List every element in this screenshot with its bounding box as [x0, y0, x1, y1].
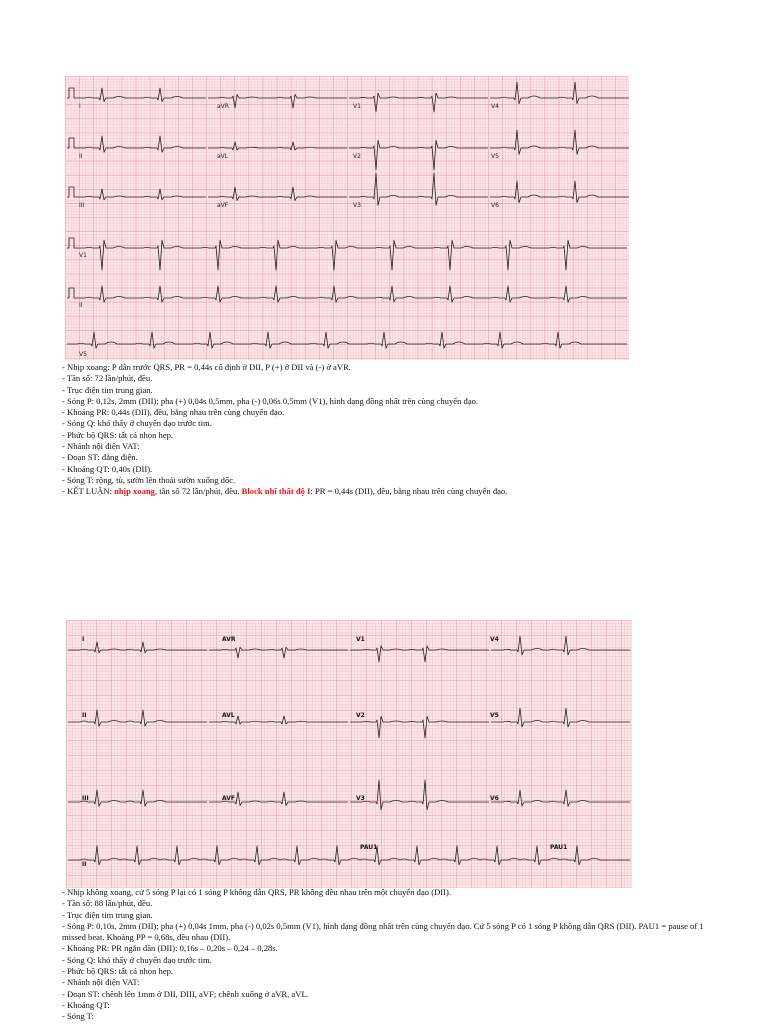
note-q-wave: - Sóng Q: khó thấy ở chuyển đạo trước tim. — [62, 954, 212, 965]
lead-label-III: III — [82, 795, 89, 802]
pause-mark: PAU1 — [360, 844, 378, 851]
note-qrs: - Phức bộ QRS: tất cả nhọn hẹp. — [62, 429, 174, 440]
note-st: - Đoạn ST: chênh lên 1mm ở DII, DIII, aVF; chênh xuống ở aVR, aVL. — [62, 988, 309, 999]
note-rhythm: - Nhịp không xoang, cứ 5 sóng P lại có 1 sóng P không dẫn QRS, PR không đều nhau trên một chuyển đạo (DII). — [62, 887, 452, 897]
note-qt: - Khoảng QT: 0,40s (DII). — [62, 463, 153, 474]
note-p-wave: - Sóng P: 0,10s, 2mm (DII); pha (+) 0,04s 1mm, pha (-) 0,02s 0,5mm (V1), hình dạng đồng nhất trên cùng chuyển đạo. Cứ 5 sóng P có 1 sóng P không dẫn QRS (DII). PAU1 = pause of 1 missed beat. Khoảng PP = 0,68s, đều nhau (DII). — [62, 920, 704, 943]
note-qrs: - Phức bộ QRS: tất cả nhọn hẹp. — [62, 966, 174, 977]
pause-mark: PAU1 — [550, 844, 568, 851]
conclusion-suffix: : PR = 0,44s (DII), đều, bằng nhau trên cùng chuyển đạo. — [310, 486, 508, 497]
conclusion-mid: , tần số 72 lần/phút, đều. — [154, 486, 242, 497]
note-st: - Đoạn ST: đẳng điện. — [62, 452, 138, 463]
rhythm-label-II: II — [79, 302, 83, 309]
conclusion-highlight-block: Block nhĩ thất độ I — [241, 486, 311, 497]
ecg-grid — [65, 76, 629, 360]
note-conclusion — [62, 486, 702, 497]
note-qt: - Khoảng QT: — [62, 999, 110, 1010]
lead-label-V5: V5 — [491, 153, 499, 160]
lead-label-aVR: aVR — [217, 103, 229, 110]
lead-label-V3: V3 — [356, 795, 365, 802]
ecg-strip-1 — [65, 76, 629, 360]
note-rhythm: - Nhịp xoang: P dẫn trước QRS, PR = 0,44s cố định ở DII, P (+) ở DII và (-) ở aVR. — [62, 362, 351, 372]
note-vat: - Nhánh nội điện VAT: — [62, 977, 140, 988]
ecg1-interpretation — [62, 362, 702, 498]
lead-label-aVF: aVF — [217, 202, 229, 209]
lead-label-V2: V2 — [356, 712, 365, 719]
note-axis: - Trục điện tim trung gian. — [62, 909, 153, 920]
note-q-wave: - Sóng Q: khó thấy ở chuyển đạo trước tim. — [62, 418, 212, 429]
lead-label-II: II — [79, 153, 83, 160]
lead-label-I: I — [82, 636, 85, 643]
note-p-wave: - Sóng P: 0,12s, 2mm (DII); pha (+) 0,04s 0,5mm, pha (-) 0,06s 0,5mm (V1), hình dạng đồng nhất trên cùng chuyển đạo. — [62, 395, 479, 406]
conclusion-highlight-rhythm: nhịp xoang — [114, 486, 155, 497]
rhythm-label-II: II — [82, 861, 87, 868]
ecg2-interpretation — [62, 887, 712, 1023]
lead-label-AVR: AVR — [222, 636, 236, 643]
lead-label-V6: V6 — [490, 795, 499, 802]
lead-label-aVL: aVL — [217, 153, 229, 160]
lead-label-AVL: AVL — [222, 712, 235, 719]
conclusion-prefix: - KẾT LUẬN: — [62, 486, 115, 497]
lead-label-V2: V2 — [353, 153, 361, 160]
note-rate: - Tần số: 88 lần/phút, đều. — [62, 898, 153, 909]
lead-label-V4: V4 — [491, 103, 499, 110]
lead-label-V6: V6 — [491, 202, 499, 209]
lead-label-V1: V1 — [356, 636, 365, 643]
note-rate: - Tần số: 72 lần/phút, đều. — [62, 373, 153, 384]
note-pr-interval: - Khoảng PR: PR ngắn dần (DII): 0,16s – 0,20s – 0,24 – 0,28s. — [62, 943, 278, 954]
ecg-strip-2 — [66, 620, 632, 888]
lead-label-III: III — [79, 202, 85, 209]
lead-label-V5: V5 — [490, 712, 499, 719]
rhythm-label-V1: V1 — [79, 252, 87, 259]
note-pr-interval: - Khoảng PR: 0,44s (DII), đều, bằng nhau trên cùng chuyển đạo. — [62, 407, 285, 418]
note-t-wave: - Sóng T: rộng, tù, sườn lên thoải sườn xuống dốc. — [62, 474, 236, 485]
note-axis: - Trục điện tim trung gian. — [62, 384, 153, 395]
lead-label-V1: V1 — [353, 103, 361, 110]
lead-label-AVF: AVF — [222, 795, 235, 802]
note-t-wave: - Sóng T: — [62, 1011, 94, 1022]
note-vat: - Nhánh nội điện VAT: — [62, 441, 140, 452]
ecg-grid — [66, 620, 632, 888]
rhythm-label-V5: V5 — [79, 351, 87, 358]
lead-label-I: I — [79, 103, 81, 110]
lead-label-V3: V3 — [353, 202, 361, 209]
lead-label-V4: V4 — [490, 636, 499, 643]
lead-label-II: II — [82, 712, 87, 719]
